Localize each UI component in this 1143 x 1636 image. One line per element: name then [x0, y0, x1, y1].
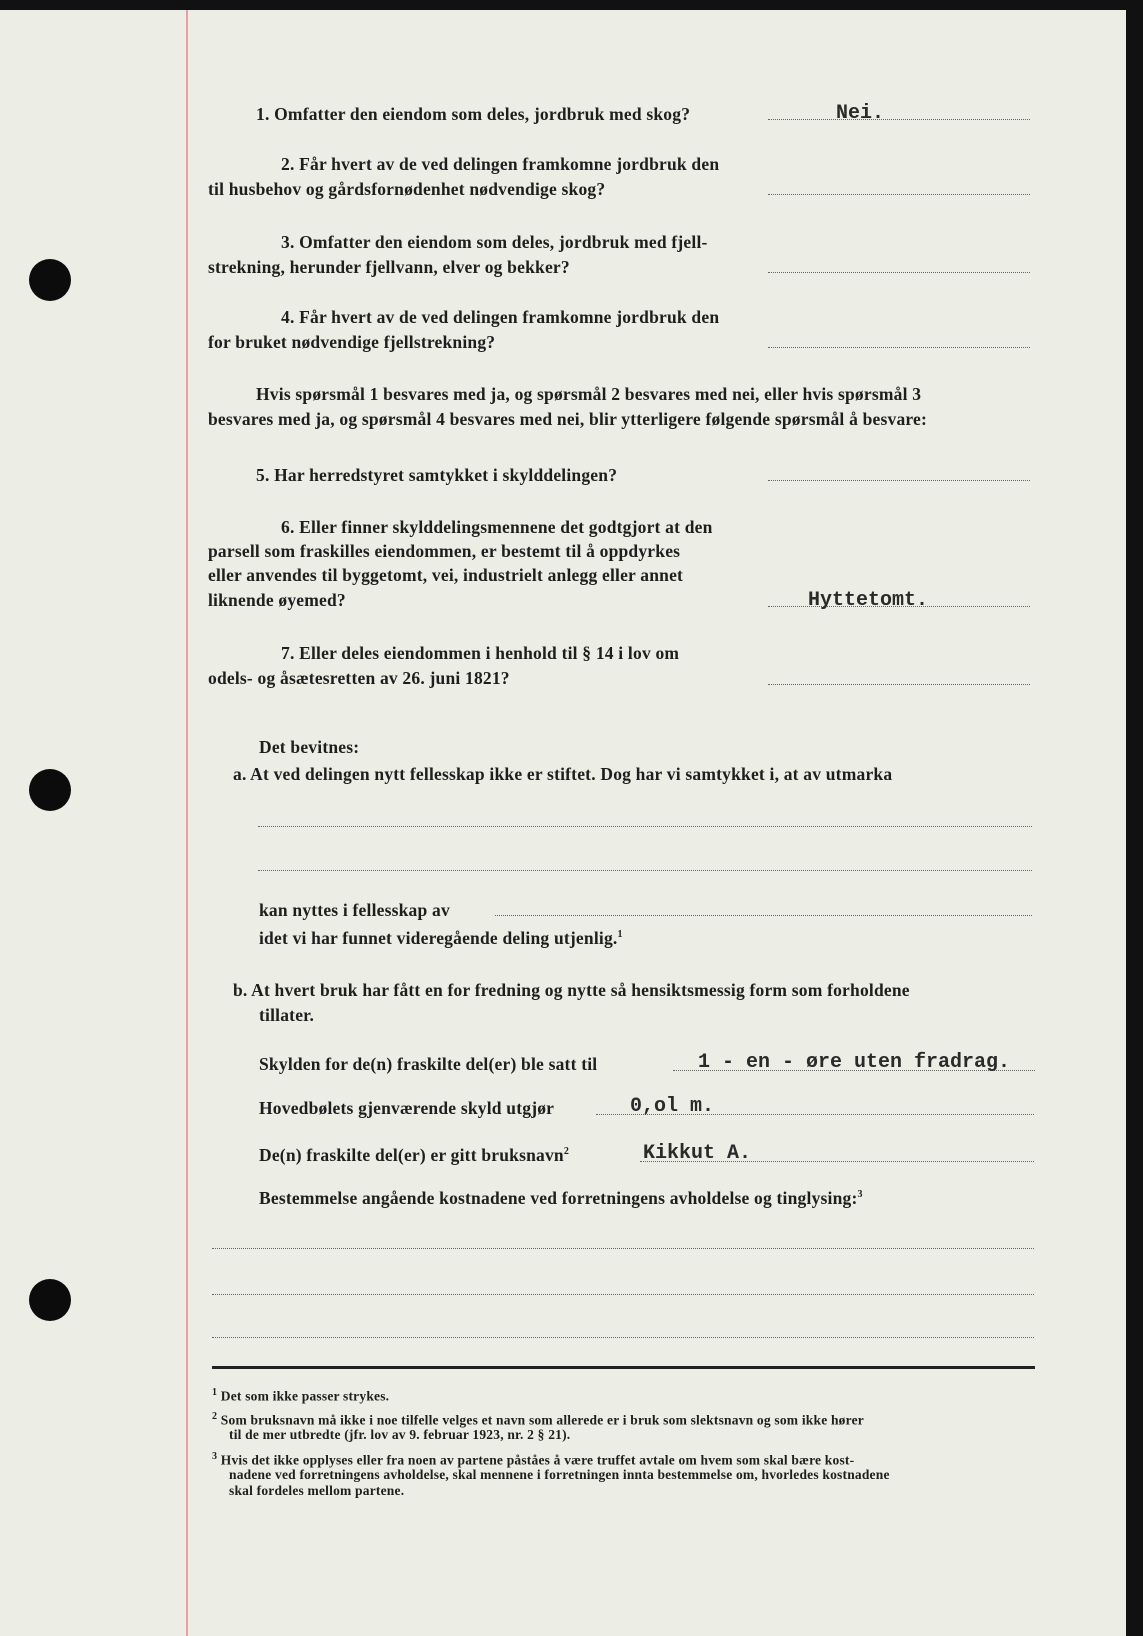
footnote-2-cont: til de mer utbredte (jfr. lov av 9. februar 1923, nr. 2 § 21). — [229, 1427, 571, 1442]
blank-line — [212, 1248, 1034, 1249]
margin-line — [186, 10, 188, 1636]
answer-line — [768, 347, 1030, 348]
question-7-cont: odels- og åsætesretten av 26. juni 1821? — [208, 668, 510, 688]
bruksnavn-text: De(n) fraskilte del(er) er gitt bruksnavn — [259, 1145, 564, 1165]
question-3: 3. Omfatter den eiendom som deles, jordbruk med fjell- — [281, 232, 708, 252]
answer-6: Hyttetomt. — [808, 589, 929, 612]
question-1: 1. Omfatter den eiendom som deles, jordbruk med skog? — [256, 104, 691, 124]
attest-b: b. At hvert bruk har fått en for fredning og nytte så hensiktsmessig form som forholdene — [233, 980, 910, 1000]
footnote-3 — [212, 1451, 854, 1469]
footnote-divider — [212, 1366, 1035, 1369]
bruksnavn-value: Kikkut A. — [643, 1142, 752, 1165]
skylden-value: 1 - en - øre uten fradrag. — [698, 1051, 1011, 1074]
document-page — [0, 10, 1126, 1636]
footnote-3-cont: nadene ved forretningens avholdelse, skal mennene i forretningen innta bestemmelse om, hvorledes kostnadene — [229, 1467, 890, 1482]
question-3-cont: strekning, herunder fjellvann, elver og bekker? — [208, 257, 570, 277]
skylden-label: Skylden for de(n) fraskilte del(er) ble satt til — [259, 1054, 598, 1074]
blank-line — [258, 826, 1032, 827]
footnote-text: Som bruksnavn må ikke i noe tilfelle velges et navn som allerede er i bruk som slektsnavn og som ikke hører — [220, 1412, 864, 1428]
question-6-cont: eller anvendes til byggetomt, vei, industrielt anlegg eller annet — [208, 565, 684, 585]
footnote-2 — [212, 1411, 864, 1429]
answer-line — [768, 194, 1030, 195]
footnote-number: 1 — [212, 1387, 218, 1398]
attest-a-idet-text: idet vi har funnet videregående deling utjenlig. — [259, 928, 618, 948]
footnote-3-cont: skal fordeles mellom partene. — [229, 1483, 405, 1498]
footnote-1 — [212, 1387, 389, 1405]
punch-hole — [29, 1279, 71, 1321]
answer-line — [768, 684, 1030, 685]
punch-hole — [29, 259, 71, 301]
footnote-ref: 1 — [617, 929, 623, 941]
blank-line — [495, 915, 1032, 916]
footnote-ref: 3 — [857, 1189, 863, 1201]
question-5: 5. Har herredstyret samtykket i skylddelingen? — [256, 465, 618, 485]
question-2: 2. Får hvert av de ved delingen framkomne jordbruk den — [281, 154, 720, 174]
question-6-cont: liknende øyemed? — [208, 590, 346, 610]
hovedbolet-value: 0,ol m. — [630, 1095, 715, 1118]
answer-line — [768, 272, 1030, 273]
question-2-cont: til husbehov og gårdsfornødenhet nødvendige skog? — [208, 179, 606, 199]
punch-hole — [29, 769, 71, 811]
answer-line — [768, 480, 1030, 481]
attest-a-idet — [259, 928, 623, 949]
condition-text-cont: besvares med ja, og spørsmål 4 besvares med nei, blir ytterligere følgende spørsmål å besvare: — [208, 409, 928, 429]
condition-text: Hvis spørsmål 1 besvares med ja, og spørsmål 2 besvares med nei, eller hvis spørsmål 3 — [256, 384, 922, 404]
attest-heading: Det bevitnes: — [259, 737, 360, 757]
blank-line — [212, 1337, 1034, 1338]
hovedbolet-label: Hovedbølets gjenværende skyld utgjør — [259, 1098, 555, 1118]
footnote-text: Det som ikke passer strykes. — [220, 1388, 390, 1404]
question-4: 4. Får hvert av de ved delingen framkomne jordbruk den — [281, 307, 720, 327]
attest-b-cont: tillater. — [259, 1005, 315, 1025]
blank-line — [212, 1294, 1034, 1295]
attest-a-kan: kan nyttes i fellesskap av — [259, 900, 450, 920]
question-6: 6. Eller finner skylddelingsmennene det godtgjort at den — [281, 517, 713, 537]
question-4-cont: for bruket nødvendige fjellstrekning? — [208, 332, 496, 352]
footnote-text: Hvis det ikke opplyses eller fra noen av partene påståes å være truffet avtale om hvem som skal bære kost- — [220, 1452, 855, 1468]
question-7: 7. Eller deles eiendommen i henhold til § 14 i lov om — [281, 643, 680, 663]
bestemmelse-label — [259, 1188, 863, 1209]
blank-line — [258, 870, 1032, 871]
attest-a: a. At ved delingen nytt fellesskap ikke er stiftet. Dog har vi samtykket i, at av utmarka — [233, 764, 893, 784]
answer-line — [768, 119, 1030, 120]
question-6-cont: parsell som fraskilles eiendommen, er bestemt til å oppdyrkes — [208, 541, 681, 561]
footnote-number: 3 — [212, 1451, 218, 1462]
answer-1: Nei. — [836, 102, 885, 125]
footnote-number: 2 — [212, 1411, 218, 1422]
footnote-ref: 2 — [563, 1146, 570, 1158]
bruksnavn-label — [259, 1145, 569, 1166]
bestemmelse-text: Bestemmelse angående kostnadene ved forretningens avholdelse og tinglysing: — [259, 1188, 858, 1208]
